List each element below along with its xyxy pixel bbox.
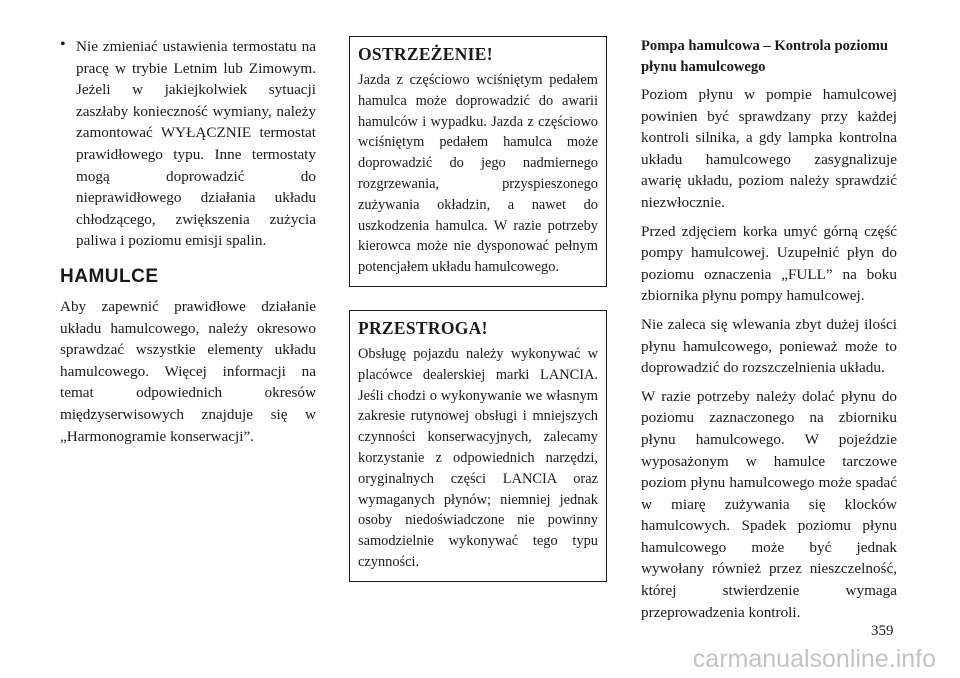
paragraph: Poziom płynu w pompie hamulcowej powinien być sprawdzany przy każdej kontroli silnika, a gdy lampka kontrolna układu hamulcowego zasygnalizuje awarię układu, poziom należy sprawdzić niezwłocznie. [641, 86, 897, 211]
warning-text: Jazda z częściowo wciśniętym pedałem hamulca może doprowadzić do awarii hamulców i wypadku. Jazda z częściowo wciśniętym pedałem hamulca może doprowadzić do jego nadmiernego rozgrzewania, przyspieszonego zużywania okładzin, a nawet do uszkodzenia hamulca. W razie potrzeby kierowca może nie dysponować pełnym potencjałem układu hamulcowego. [358, 72, 598, 276]
thermostat-bullet [60, 36, 316, 252]
bullet-marker: • [60, 36, 66, 53]
right-column [641, 36, 897, 630]
left-column [60, 36, 316, 447]
thermostat-bullet-text: Nie zmieniać ustawienia termostatu na pracę w trybie Letnim lub Zimowym. Jeżeli w jakiejkolwiek sytuacji zaszłaby konieczność wymiany, należy zamontować WYŁĄCZNIE termostat prawidłowego typu. Inne termostaty mogą doprowadzić do nieprawidłowego działania układu chłodzącego, zwiększenia zużycia paliwa i poziomu emisji spalin. [76, 38, 316, 250]
paragraph: Przed zdjęciem korka umyć górną część pompy hamulcowej. Uzupełnić płyn do poziomu oznaczenia „FULL” na boku zbiornika płynu pompy hamulcowej. [641, 222, 897, 305]
warning-box [349, 36, 607, 287]
paragraph: W razie potrzeby należy dolać płynu do poziomu zaznaczonego na zbiorniku płynu hamulcowego. W pojeździe wyposażonym w hamulce tarczowe poziom płynu hamulcowego może spadać w miarę zużywania się klocków hamulcowych. Spadek poziomu płynu hamulcowego może być jednak wywołany również przez nieszczelność, której stwierdzenie wymaga przeprowadzenia kontroli. [641, 387, 897, 621]
page-number: 359 [871, 623, 894, 639]
master-cylinder-heading: Pompa hamulcowa – Kontrola poziomu płynu hamulcowego [641, 38, 889, 75]
caution-text: Obsługę pojazdu należy wykonywać w placówce dealerskiej marki LANCIA. Jeśli chodzi o wykonywanie we własnym zakresie rutynowej obsługi i mniejszych czynności konserwacyjnych, zalecamy korzystanie z odpowiednich narzędzi, oryginalnych części LANCIA oraz wymaganych płynów; niemniej jednak osoby niedoświadczone nie powinny samodzielnie wykonywać tego typu czynności. [358, 345, 598, 570]
caution-title: PRZESTROGA! [358, 317, 488, 338]
brakes-heading: HAMULCE [60, 265, 159, 287]
watermark: carmanualsonline.info [692, 645, 936, 673]
paragraph: Nie zaleca się wlewania zbyt dużej ilości płynu hamulcowego, ponieważ może to doprowadzić do rozszczelnienia układu. [641, 315, 897, 377]
middle-column [349, 36, 607, 582]
warning-title: OSTRZEŻENIE! [358, 44, 493, 64]
caution-box [349, 310, 607, 582]
brakes-intro-paragraph: Aby zapewnić prawidłowe działanie układu hamulcowego, należy okresowo sprawdzać wszystkie elementy układu hamulcowego. Więcej informacji na temat odpowiednich okresów międzyserwisowych znajduje się w „Harmonogramie konserwacji”. [60, 297, 316, 445]
